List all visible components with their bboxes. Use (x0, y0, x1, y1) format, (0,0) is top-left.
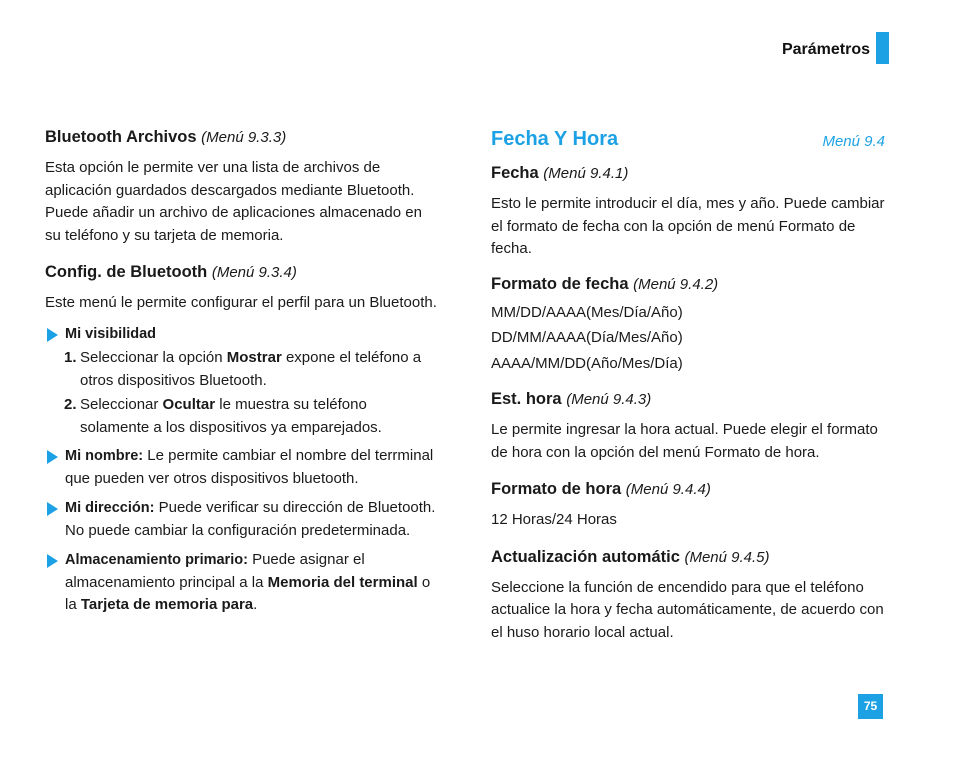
step-1-post: expone el teléfono a otros dispositivos Bluetooth. (80, 349, 422, 389)
name-title: Mi nombre: (65, 448, 144, 464)
storage-item (45, 549, 440, 617)
arrow-icon (47, 502, 58, 516)
arrow-icon (47, 554, 58, 568)
date-format-option: DD/MM/AAAA(Día/Mes/Año) (491, 329, 683, 346)
time-format-ref: (Menú 9.4.4) (625, 481, 711, 498)
time-format-heading (491, 478, 891, 501)
section-title-text: Fecha Y Hora (491, 128, 619, 150)
visibility-title: Mi visibilidad (65, 325, 157, 342)
step-1-pre: Seleccionar la opción (80, 349, 227, 366)
bt-files-title: Bluetooth Archivos (45, 128, 197, 146)
date-title: Fecha (491, 164, 539, 182)
auto-update-ref: (Menú 9.4.5) (684, 548, 770, 566)
step-1-number: 1. (64, 349, 77, 366)
step-2-number: 2. (64, 396, 77, 413)
date-heading (491, 162, 891, 185)
date-ref: (Menú 9.4.1) (543, 165, 629, 182)
time-heading (491, 388, 891, 411)
bt-config-ref: (Menú 9.3.4) (211, 264, 297, 281)
section-title (491, 126, 891, 152)
visibility-step-1 (45, 347, 440, 392)
arrow-icon (47, 328, 58, 342)
arrow-icon (47, 450, 58, 464)
name-body: Le permite cambiar el nombre del terrminal que pueden ver otros dispositivos bluetooth. (65, 447, 434, 487)
page-header-title: Parámetros (781, 41, 870, 58)
step-2-bold: Ocultar (162, 396, 216, 413)
section-ref: Menú 9.4 (822, 133, 885, 150)
name-item (45, 445, 440, 490)
storage-post: . (253, 596, 258, 613)
auto-update-title: Actualización automátic (491, 547, 680, 566)
date-format-option: MM/DD/AAAA(Mes/Día/Año) (491, 303, 683, 321)
header-accent-bar (876, 32, 889, 64)
time-format-title: Formato de hora (491, 480, 622, 498)
left-column (45, 126, 440, 624)
bt-files-ref: (Menú 9.3.3) (201, 129, 287, 146)
time-ref: (Menú 9.4.3) (566, 391, 652, 408)
auto-update-heading (491, 546, 891, 569)
time-body: Le permite ingresar la hora actual. Puede elegir el formato de hora con la opción del menú Formato de hora. (491, 421, 878, 461)
step-2-post: le muestra su teléfono solamente a los dispositivos ya emparejados. (80, 396, 382, 436)
visibility-item (45, 323, 440, 346)
date-format-ref: (Menú 9.4.2) (633, 275, 719, 293)
right-column (491, 126, 891, 656)
date-format-heading (491, 273, 891, 296)
bt-config-body: Este menú le permite configurar el perfil para un Bluetooth. (45, 294, 437, 311)
storage-title: Almacenamiento primario: (65, 552, 248, 568)
visibility-step-2 (45, 394, 440, 439)
storage-bold-2: Tarjeta de memoria para (80, 596, 254, 613)
bt-config-heading (45, 261, 440, 284)
bt-files-body: Esta opción le permite ver una lista de archivos de aplicación guardados descargados mediante Bluetooth. Puede añadir un archivo de aplicaciones almacenado en su teléfono y su tarjeta de memoria. (45, 159, 422, 244)
storage-mid: o la (65, 573, 431, 613)
date-format-title: Formato de fecha (491, 274, 629, 293)
address-item (45, 497, 440, 542)
date-body: Esto le permite introducir el día, mes y año. Puede cambiar el formato de fecha con la opción de menú Formato de fecha. (491, 195, 885, 257)
bt-config-title: Config. de Bluetooth (45, 263, 208, 281)
time-title: Est. hora (491, 390, 562, 408)
auto-update-body: Seleccione la función de encendido para que el teléfono actualice la hora y fecha automáticamente, de acuerdo con el huso horario local actual. (491, 578, 884, 641)
step-2-pre: Seleccionar (80, 396, 163, 413)
page-number: 75 (858, 694, 883, 719)
storage-bold-1: Memoria del terminal (267, 573, 418, 591)
time-format-body: 12 Horas/24 Horas (491, 511, 617, 528)
date-format-option: AAAA/MM/DD(Año/Mes/Día) (491, 354, 683, 372)
step-1-bold: Mostrar (226, 349, 282, 366)
storage-pre: Puede asignar el almacenamiento principal a la (65, 551, 365, 591)
bt-files-heading (45, 126, 440, 149)
address-title: Mi dirección: (65, 500, 155, 516)
address-body: Puede verificar su dirección de Bluetooth. No puede cambiar la configuración predeterminada. (65, 499, 436, 539)
